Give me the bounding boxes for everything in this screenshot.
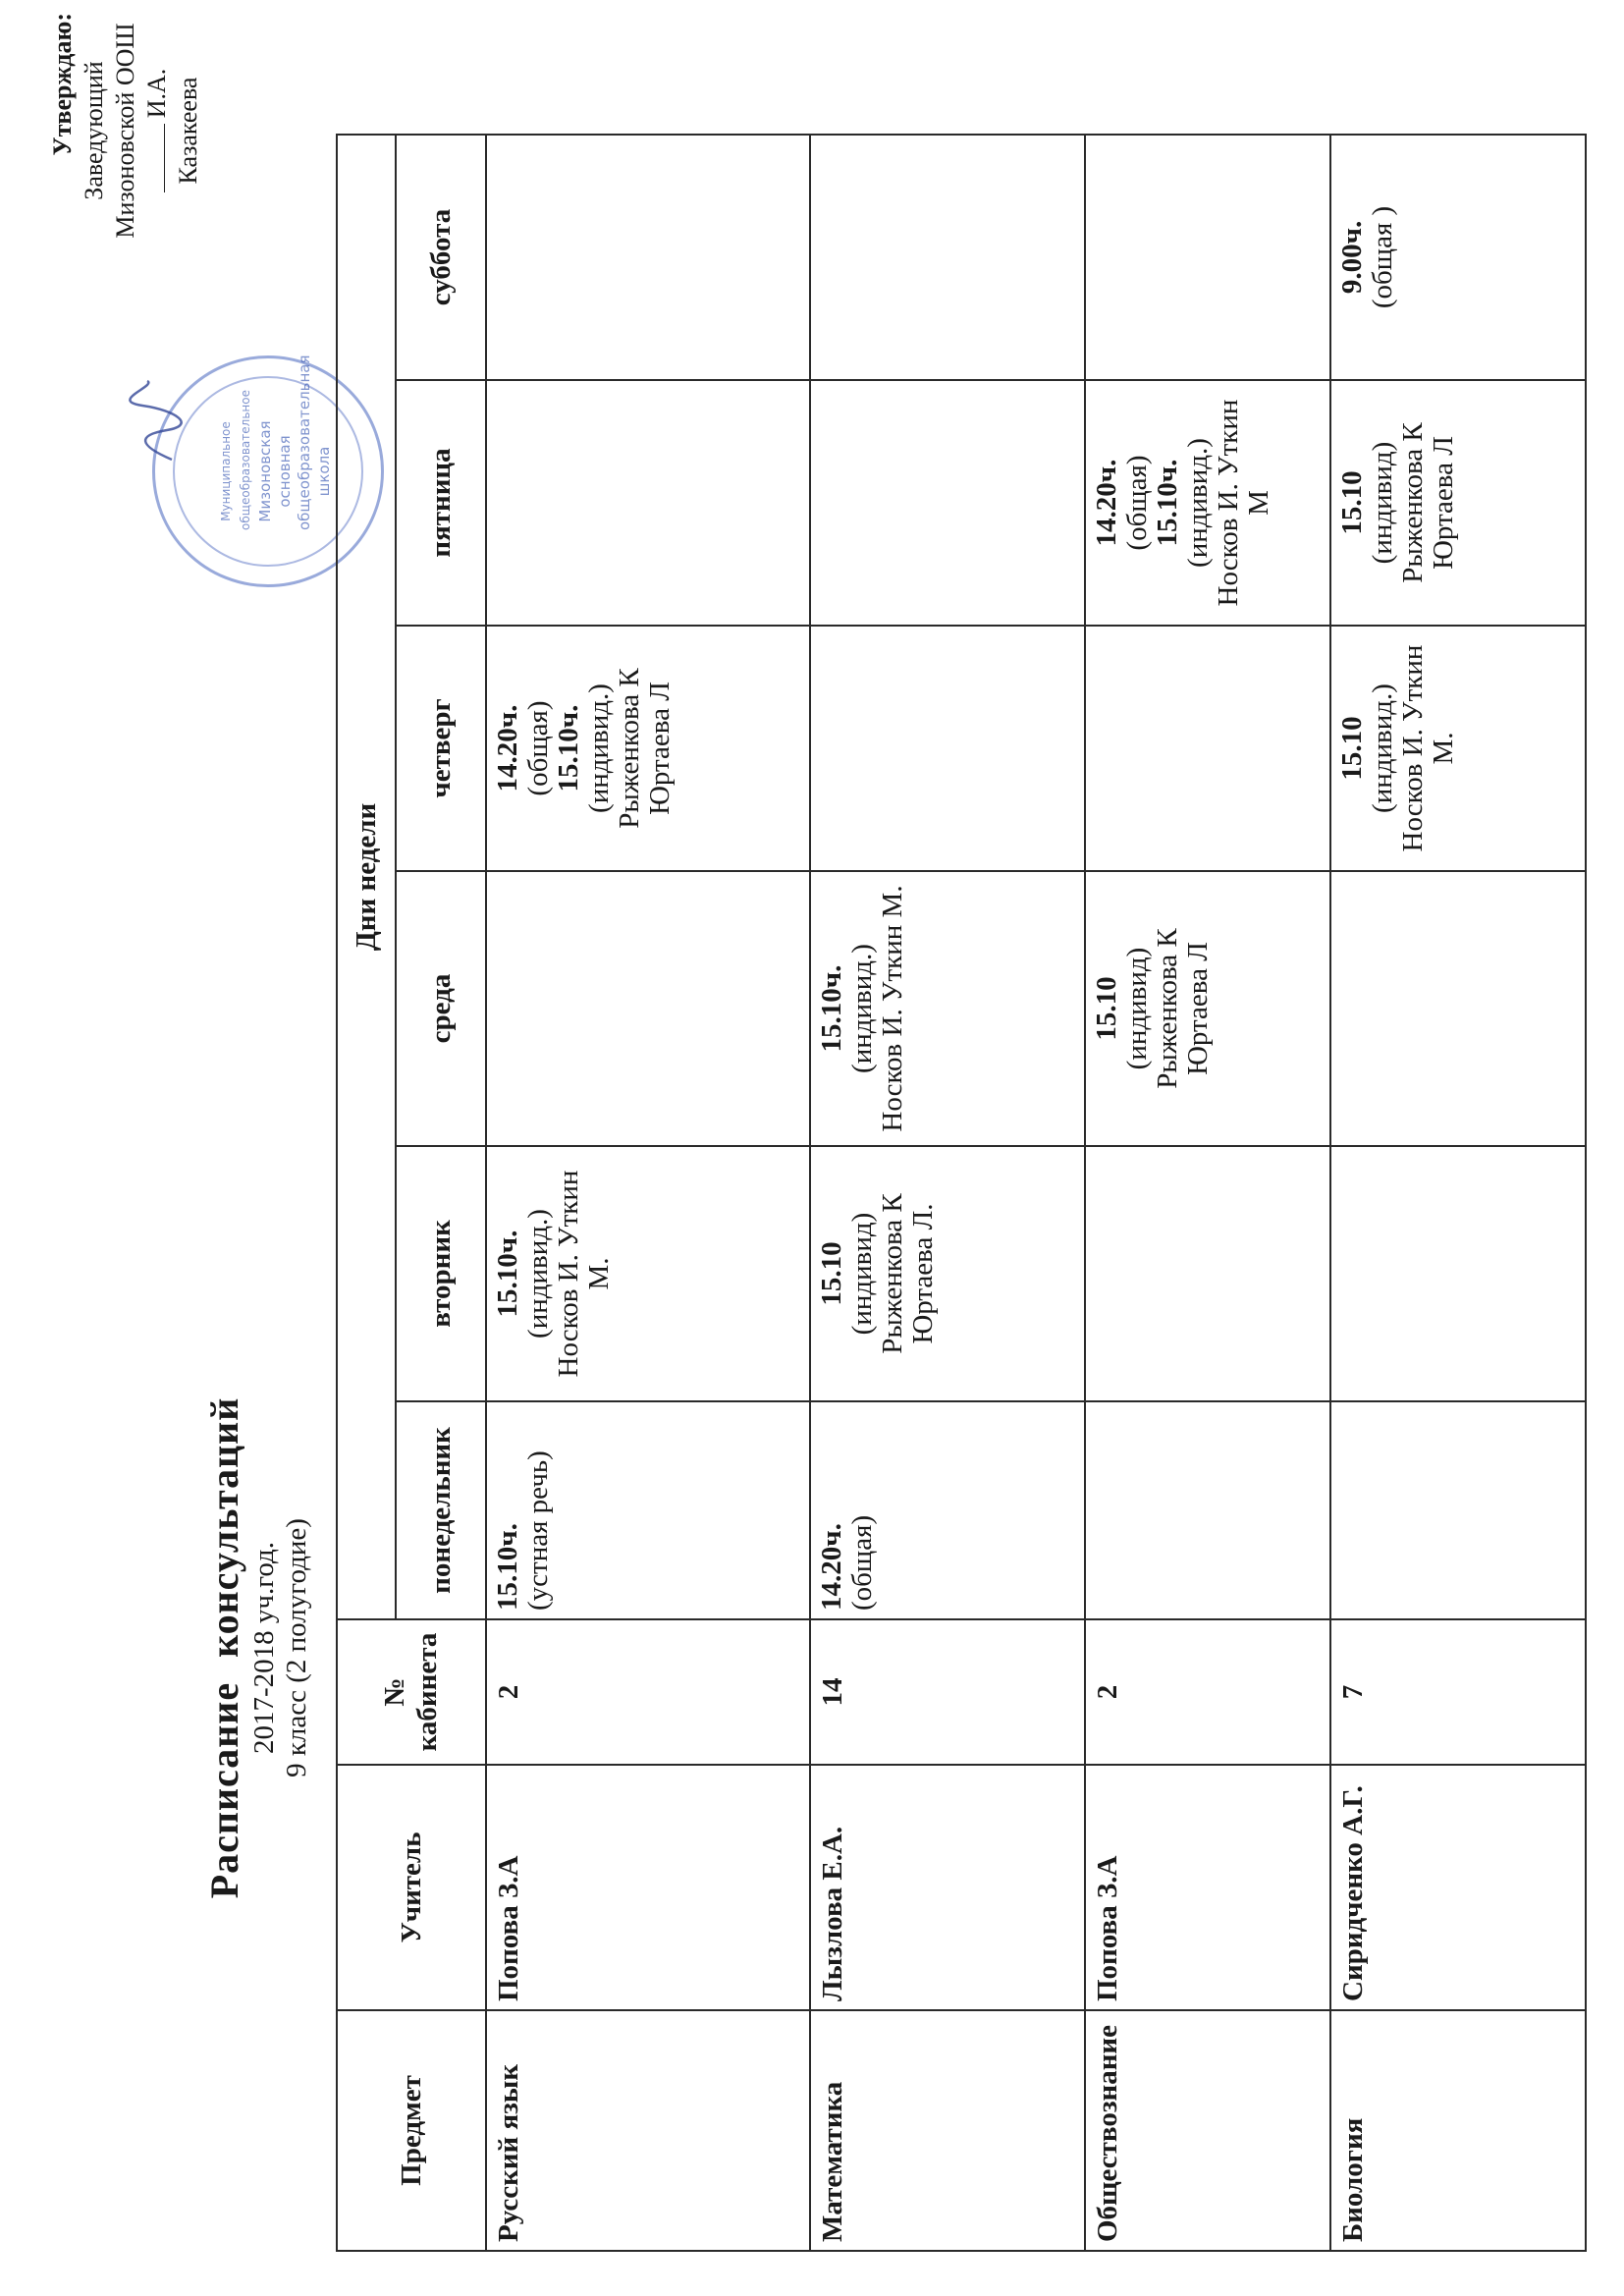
room-cell: 14 [810, 1619, 1085, 1765]
schedule-cell [486, 626, 810, 871]
cell-note: (устная речь) [522, 1450, 554, 1611]
schedule-cell [810, 380, 1085, 626]
approval-title: Утверждаю: [48, 13, 77, 156]
cell-time: 15.10 [1091, 976, 1122, 1041]
cell-note: (общая) [522, 700, 554, 796]
cell-names: Носков И. Уткин М [1213, 399, 1274, 607]
table-row [1085, 135, 1330, 2251]
cell-time: 9.00ч. [1336, 220, 1368, 295]
header-day: вторник [396, 1146, 486, 1401]
header-day: понедельник [396, 1401, 486, 1619]
header-subject: Предмет [337, 2010, 486, 2251]
page-title: Расписание консультаций [202, 1396, 246, 1899]
schedule-cell [486, 1401, 810, 1619]
cell-time: 15.10 [1336, 716, 1368, 781]
schedule-cell [486, 380, 810, 626]
room-cell: 2 [1085, 1619, 1330, 1765]
cell-time: 15.10 [1336, 470, 1368, 535]
cell-note: (общая ) [1367, 205, 1398, 309]
cell-note: (индивид.) [522, 1209, 554, 1339]
schedule-cell [1085, 626, 1330, 871]
schedule-cell [1330, 1401, 1586, 1619]
academic-year: 2017-2018 уч.год. [248, 1541, 280, 1755]
subject-cell: Обществознание [1085, 2010, 1330, 2251]
schedule-table [336, 134, 1587, 2252]
schedule-body [486, 135, 1586, 2251]
schedule-cell [1085, 1401, 1330, 1619]
schedule-cell [1085, 380, 1330, 626]
teacher-cell: Попова З.А [486, 1765, 810, 2010]
cell-note: (индивид.) [583, 683, 615, 813]
subject-cell: Русский язык [486, 2010, 810, 2251]
cell-time: 15.10ч. [492, 1230, 523, 1318]
cell-time: 15.10ч. [492, 1523, 523, 1611]
stamp-text-main: Мизоновская основная общеобразовательная школа [256, 355, 333, 530]
teacher-cell: Попова З.А [1085, 1765, 1330, 2010]
cell-time: 15.10ч. [553, 704, 584, 793]
schedule-cell [810, 1401, 1085, 1619]
approval-position: Заведующий Мизоновской ООШ [80, 23, 139, 239]
header-day: четверг [396, 626, 486, 871]
table-row [810, 135, 1085, 2251]
cell-note: (индивид.) [1182, 438, 1214, 568]
schedule-cell [1085, 871, 1330, 1146]
cell-names: Носков И. Уткин М. [877, 885, 908, 1132]
schedule-cell [486, 135, 810, 380]
cell-note: (индивид) [1121, 947, 1153, 1070]
document-header [201, 1285, 313, 2011]
cell-names: Носков И. Уткин М. [1397, 644, 1459, 852]
schedule-cell [810, 626, 1085, 871]
schedule-cell [810, 1146, 1085, 1401]
header-teacher: Учитель [337, 1765, 486, 2010]
subject-cell: Биология [1330, 2010, 1586, 2251]
schedule-cell [810, 135, 1085, 380]
header-room: № кабинета [337, 1619, 486, 1765]
cell-time: 15.10ч. [1152, 459, 1183, 547]
room-cell: 7 [1330, 1619, 1586, 1765]
cell-note: (индивид) [1367, 441, 1398, 565]
stamp-text [216, 355, 334, 530]
header-days: Дни недели [337, 135, 396, 1619]
cell-note: (индивид) [846, 1212, 878, 1336]
cell-names: Носков И. Уткин М. [553, 1170, 615, 1378]
cell-note: (индивид.) [846, 944, 878, 1073]
teacher-cell: Сиридченко А.Г. [1330, 1765, 1586, 2010]
cell-names: Рыженкова К Юртаева Л [1397, 422, 1459, 583]
cell-note: (индивид.) [1367, 683, 1398, 813]
schedule-cell [486, 871, 810, 1146]
table-row [1330, 135, 1586, 2251]
schedule-cell [1085, 135, 1330, 380]
stamp-text-top: Муниципальное общеобразовательное [219, 390, 252, 530]
approval-name: И.А. Казакеева [142, 68, 202, 185]
cell-names: Рыженкова К Юртаева Л [1152, 928, 1214, 1089]
teacher-cell: Лызлова Е.А. [810, 1765, 1085, 2010]
header-day: суббота [396, 135, 486, 380]
schedule-cell [1330, 1146, 1586, 1401]
header-day: пятница [396, 380, 486, 626]
cell-time: 14.20ч. [1091, 459, 1122, 547]
schedule-cell [1330, 871, 1586, 1146]
cell-time: 15.10ч. [816, 964, 847, 1053]
cell-names: Рыженкова К Юртаева Л [614, 668, 676, 829]
subject-cell: Математика [810, 2010, 1085, 2251]
cell-note: (общая) [1121, 455, 1153, 551]
approval-block [47, 13, 204, 248]
cell-note: (общая) [846, 1514, 878, 1611]
cell-names: Рыженкова К Юртаева Л. [877, 1193, 939, 1354]
table-row [486, 135, 810, 2251]
room-cell: 2 [486, 1619, 810, 1765]
header-day: среда [396, 871, 486, 1146]
schedule-cell [1085, 1146, 1330, 1401]
schedule-cell [1330, 380, 1586, 626]
signature-scribble [128, 376, 187, 465]
schedule-cell [810, 871, 1085, 1146]
cell-time: 14.20ч. [492, 704, 523, 793]
cell-time: 14.20ч. [816, 1523, 847, 1611]
grade-semester: 9 класс (2 полугодие) [281, 1518, 312, 1777]
schedule-cell [486, 1146, 810, 1401]
schedule-cell [1330, 626, 1586, 871]
cell-time: 15.10 [816, 1241, 847, 1306]
signature-line [164, 124, 165, 192]
schedule-cell [1330, 135, 1586, 380]
